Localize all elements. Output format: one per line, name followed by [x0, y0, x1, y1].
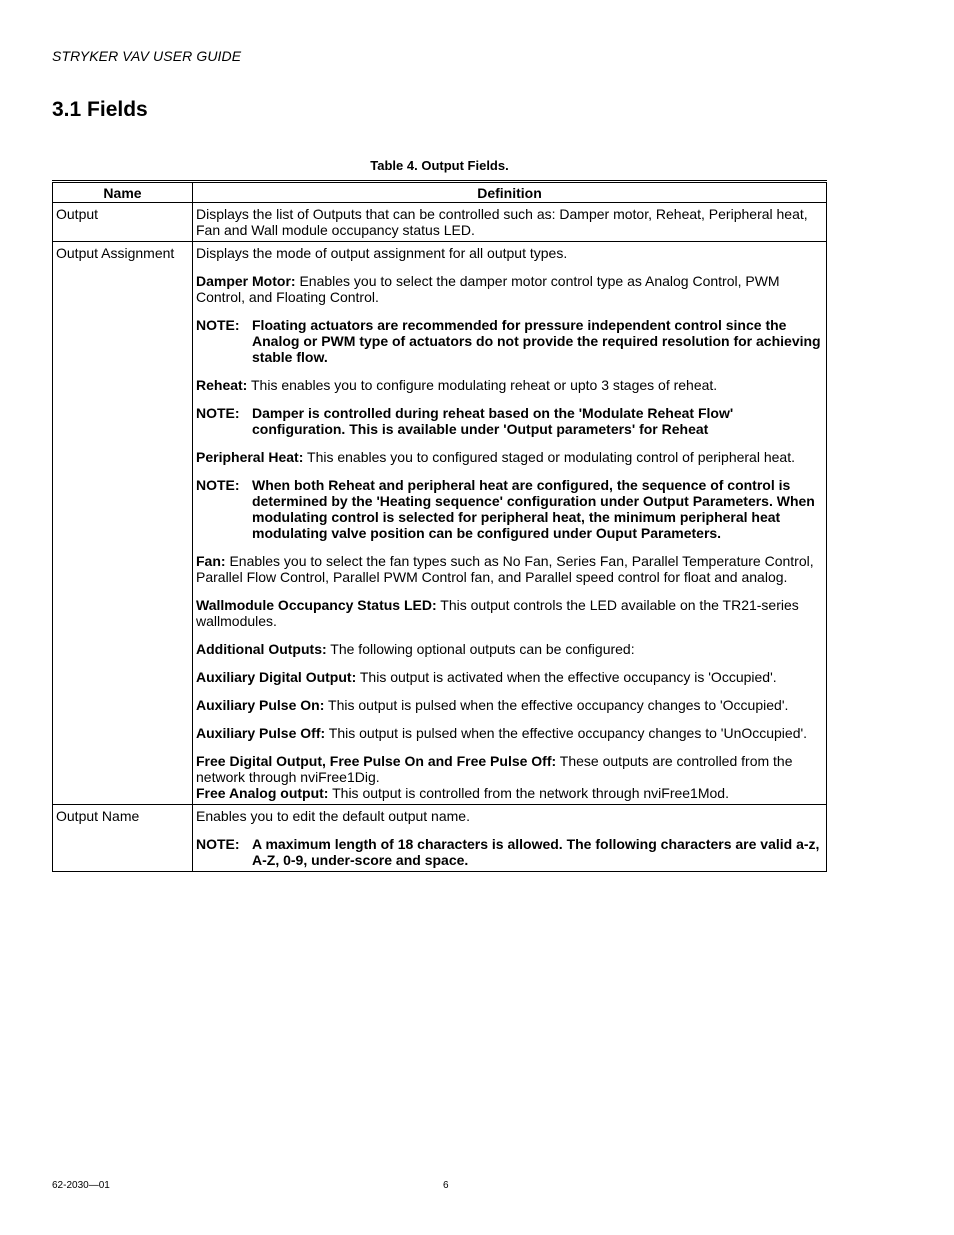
term-label: Auxiliary Digital Output:: [196, 669, 357, 685]
term-label: Peripheral Heat:: [196, 449, 304, 465]
table-row: [53, 242, 827, 805]
note-text: Floating actuators are recommended for pressure independent control since the Analog or PWM type of actuators do not provide the required resolution for achieving stable flow.: [252, 317, 821, 365]
term-text: This enables you to configure modulating reheat or upto 3 stages of reheat.: [247, 377, 718, 393]
term-label: Auxiliary Pulse Off:: [196, 725, 326, 741]
term-label: Free Digital Output, Free Pulse On and Free Pulse Off:: [196, 753, 557, 769]
note: [196, 405, 822, 437]
note-label: NOTE:: [196, 317, 240, 333]
term-text: Enables you to select the damper motor control type as Analog Control, PWM Control, and Floating Control.: [196, 273, 780, 305]
table-row: [53, 203, 827, 242]
free-analog-paragraph: [196, 785, 822, 801]
term-label: Free Analog output:: [196, 785, 329, 801]
document-number: 62-2030—01: [52, 1180, 110, 1191]
term-label: Reheat:: [196, 377, 248, 393]
term-label: Auxiliary Pulse On:: [196, 697, 325, 713]
term-label: Additional Outputs:: [196, 641, 327, 657]
term-text: This output is pulsed when the effective occupancy changes to 'UnOccupied'.: [325, 725, 808, 741]
free-digital-paragraph: [196, 753, 822, 785]
damper-motor-paragraph: [196, 273, 822, 305]
field-name: Output: [53, 203, 193, 242]
note-text: A maximum length of 18 characters is allowed. The following characters are valid a-z, A-Z, 0-9, under-score and space.: [252, 836, 820, 868]
term-text: The following optional outputs can be configured:: [326, 641, 635, 657]
table-row: [53, 805, 827, 872]
term-text: This output is controlled from the network through nviFree1Mod.: [328, 785, 729, 801]
note-text: When both Reheat and peripheral heat are configured, the sequence of control is determined by the 'Heating sequence' configuration under Output Parameters. When modulating control is selected for peripheral heat, the minimum peripheral heat modulating valve position can be configured under Ouput Parameters.: [252, 477, 815, 541]
wallmodule-led-paragraph: [196, 597, 822, 629]
note: [196, 477, 822, 541]
note: [196, 836, 822, 868]
note-text: Damper is controlled during reheat based on the 'Modulate Reheat Flow' configuration. This is available under 'Output parameters' for Reheat: [252, 405, 734, 437]
field-name: Output Name: [53, 805, 193, 872]
table-caption: Table 4. Output Fields.: [370, 158, 509, 173]
output-fields-table: [52, 180, 827, 872]
term-label: Fan:: [196, 553, 226, 569]
note-label: NOTE:: [196, 477, 240, 493]
definition-intro: Enables you to edit the default output name.: [196, 808, 470, 824]
reheat-paragraph: [196, 377, 822, 393]
term-text: This output controls the LED available on the TR21-series wallmodules.: [196, 597, 799, 629]
term-label: Damper Motor:: [196, 273, 296, 289]
table-header-row: [53, 182, 827, 203]
note-label: NOTE:: [196, 836, 240, 852]
field-definition: [193, 805, 827, 872]
peripheral-heat-paragraph: [196, 449, 822, 465]
aux-digital-paragraph: [196, 669, 822, 685]
fan-paragraph: [196, 553, 822, 585]
running-header: STRYKER VAV USER GUIDE: [52, 48, 242, 64]
note: [196, 317, 822, 365]
term-text: These outputs are controlled from the network through nviFree1Dig.: [196, 753, 793, 785]
term-label: Wallmodule Occupancy Status LED:: [196, 597, 437, 613]
term-text: Enables you to select the fan types such as No Fan, Series Fan, Parallel Temperature Control, Parallel Flow Control, Parallel PWM Control fan, and Parallel speed control for float and analog.: [196, 553, 814, 585]
term-text: This output is activated when the effective occupancy is 'Occupied'.: [356, 669, 777, 685]
note-label: NOTE:: [196, 405, 240, 421]
term-text: This enables you to configured staged or modulating control of peripheral heat.: [303, 449, 795, 465]
field-definition: [193, 242, 827, 805]
aux-pulse-on-paragraph: [196, 697, 822, 713]
definition-intro: Displays the mode of output assignment for all output types.: [196, 245, 568, 261]
aux-pulse-off-paragraph: [196, 725, 822, 741]
column-header-name: Name: [53, 182, 193, 203]
field-name: Output Assignment: [53, 242, 193, 805]
additional-outputs-paragraph: [196, 641, 822, 657]
field-definition: Displays the list of Outputs that can be controlled such as: Damper motor, Reheat, Peripheral heat, Fan and Wall module occupancy status LED.: [193, 203, 827, 242]
section-title: 3.1 Fields: [52, 98, 148, 121]
page-number: 6: [443, 1180, 449, 1191]
column-header-definition: Definition: [193, 182, 827, 203]
term-text: This output is pulsed when the effective occupancy changes to 'Occupied'.: [324, 697, 789, 713]
